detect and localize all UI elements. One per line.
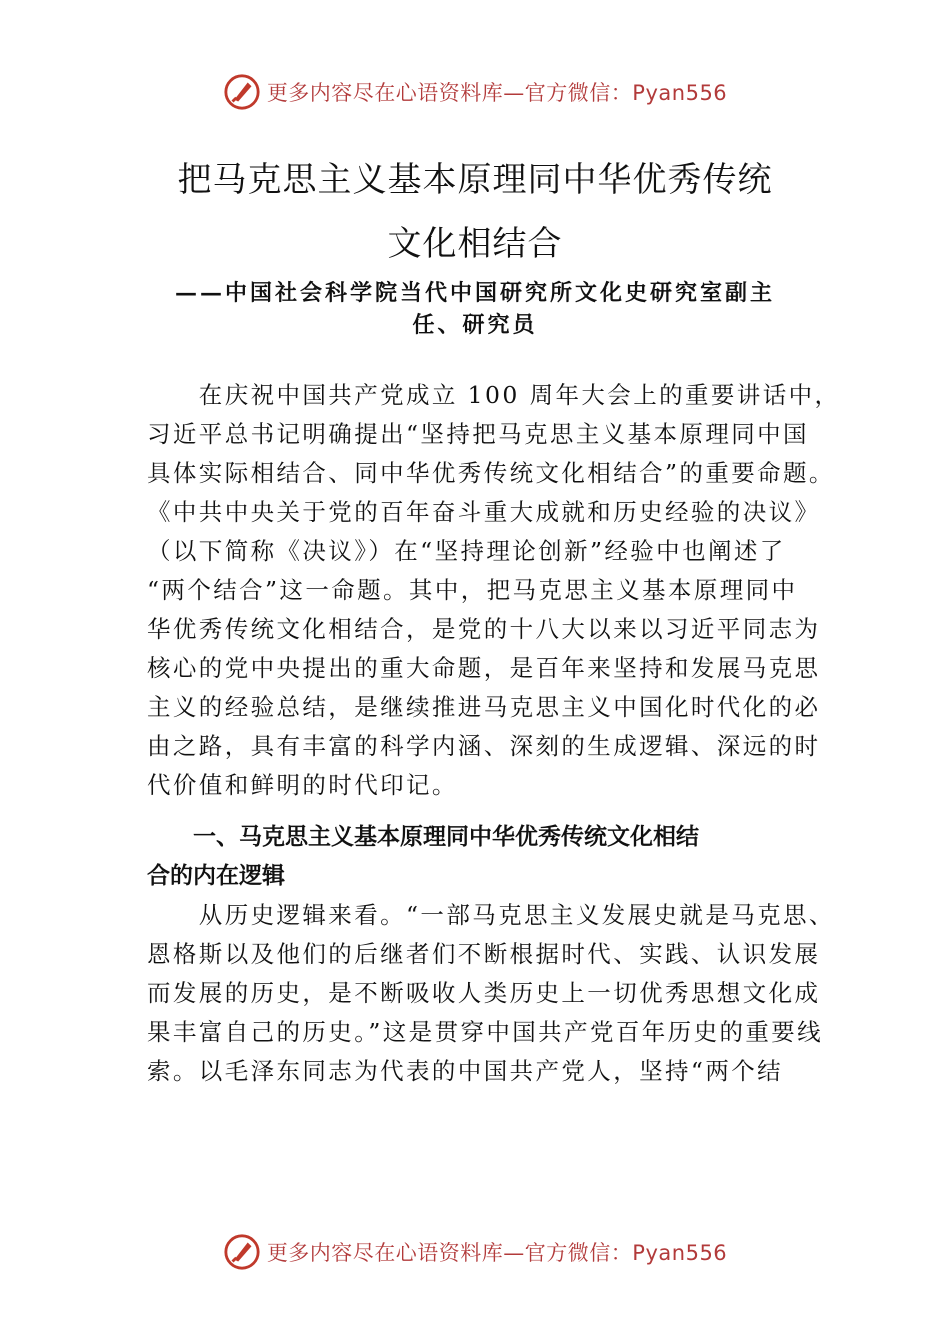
author-affiliation-line2: 任、研究员	[412, 312, 538, 338]
pen-nib-logo-icon	[223, 1233, 261, 1271]
paragraph-line: 具体实际相结合、同中华优秀传统文化相结合”的重要命题。	[147, 459, 835, 487]
paragraph-line: 从历史逻辑来看。“一部马克思主义发展史就是马克思、	[147, 901, 835, 929]
paragraph-line: （以下简称《决议》）在“坚持理论创新”经验中也阐述了	[147, 537, 786, 565]
watermark-banner-top	[0, 70, 950, 114]
paragraph-line: 果丰富自己的历史。”这是贯穿中国共产党百年历史的重要线	[147, 1018, 824, 1046]
section-heading-line2: 合的内在逻辑	[147, 863, 285, 889]
document-title-line1: 把马克思主义基本原理同中华优秀传统	[177, 160, 773, 200]
paragraph-line: “两个结合”这一命题。其中，把马克思主义基本原理同中	[147, 576, 798, 604]
paragraph-line: 由之路，具有丰富的科学内涵、深刻的生成逻辑、深远的时	[147, 732, 821, 760]
watermark-banner-bottom	[0, 1230, 950, 1274]
document-title-line2: 文化相结合	[387, 224, 563, 264]
paragraph-line: 索。以毛泽东同志为代表的中国共产党人，坚持“两个结	[147, 1057, 784, 1085]
paragraph-line: 主义的经验总结，是继续推进马克思主义中国化时代化的必	[147, 693, 821, 721]
paragraph-line: 华优秀传统文化相结合，是党的十八大以来以习近平同志为	[147, 615, 821, 643]
body-paragraph-2	[147, 896, 835, 1091]
section-heading-1	[147, 818, 812, 896]
pen-nib-logo-icon	[223, 73, 261, 111]
paragraph-line: 代价值和鲜明的时代印记。	[147, 771, 458, 799]
author-affiliation-line1: ——中国社会科学院当代中国研究所文化史研究室副主	[174, 280, 775, 306]
watermark-text: 更多内容尽在心语资料库—官方微信：Pyan556	[266, 1241, 728, 1265]
paragraph-line: 习近平总书记明确提出“坚持把马克思主义基本原理同中国	[147, 420, 809, 448]
body-paragraph-1	[147, 376, 841, 805]
paragraph-line: 在庆祝中国共产党成立 100 周年大会上的重要讲话中，	[147, 381, 841, 409]
paragraph-line: 而发展的历史，是不断吸收人类历史上一切优秀思想文化成	[147, 979, 821, 1007]
paragraph-line: 《中共中央关于党的百年奋斗重大成就和历史经验的决议》	[147, 498, 821, 526]
paragraph-line: 恩格斯以及他们的后继者们不断根据时代、实践、认识发展	[147, 940, 821, 968]
watermark-text: 更多内容尽在心语资料库—官方微信：Pyan556	[266, 81, 728, 105]
paragraph-line: 核心的党中央提出的重大命题，是百年来坚持和发展马克思	[147, 654, 821, 682]
section-heading-line1: 一、马克思主义基本原理同中华优秀传统文化相结	[147, 824, 699, 850]
